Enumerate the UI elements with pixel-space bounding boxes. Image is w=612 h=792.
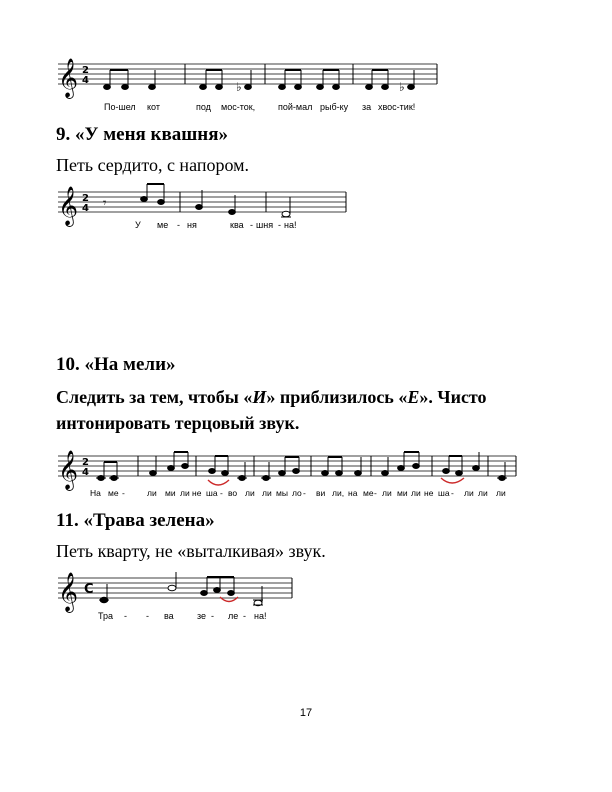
svg-text:рыб-ку: рыб-ку — [320, 102, 349, 112]
svg-text:ме: ме — [363, 488, 374, 498]
svg-text:ли: ли — [496, 488, 506, 498]
svg-text:-: - — [211, 611, 214, 621]
svg-text:-: - — [303, 488, 306, 498]
svg-text:-: - — [451, 488, 454, 498]
svg-text:ме: ме — [108, 488, 119, 498]
svg-text:не: не — [424, 488, 434, 498]
svg-text:-: - — [124, 611, 127, 621]
time-signature-top: 2 — [82, 65, 89, 76]
song-11-instruction: Петь кварту, не «выталкивая» звук. — [56, 541, 326, 561]
treble-clef-icon: 𝄞 — [58, 450, 79, 490]
treble-clef-icon: 𝄞 — [58, 572, 79, 612]
svg-text:ли: ли — [411, 488, 421, 498]
svg-text:за: за — [362, 102, 372, 112]
svg-text:ква: ква — [230, 220, 244, 230]
song-10-title: 10. «На мели» — [56, 354, 176, 375]
svg-text:ва: ва — [164, 611, 174, 621]
svg-text:♭: ♭ — [236, 80, 242, 94]
svg-text:ли: ли — [464, 488, 474, 498]
svg-text:ша: ша — [438, 488, 450, 498]
svg-text:на: на — [348, 488, 358, 498]
svg-text:ме: ме — [157, 220, 169, 230]
svg-text:кот: кот — [147, 102, 160, 112]
svg-text:ша: ша — [206, 488, 218, 498]
svg-text:Тра: Тра — [98, 611, 114, 621]
time-signature-top: 2 — [82, 193, 89, 204]
svg-text:ли: ли — [382, 488, 392, 498]
svg-text:-: - — [177, 220, 180, 230]
svg-text:♭: ♭ — [399, 80, 405, 94]
svg-text:-: - — [278, 220, 281, 230]
svg-text:пой-мал: пой-мал — [278, 102, 313, 112]
svg-text:мы: мы — [276, 488, 288, 498]
svg-text:шня: шня — [256, 220, 274, 230]
svg-text:хвос-тик!: хвос-тик! — [378, 102, 416, 112]
svg-text:-: - — [250, 220, 253, 230]
svg-text:-: - — [374, 488, 377, 498]
treble-clef-icon: 𝄞 — [58, 186, 79, 226]
svg-text:ми: ми — [397, 488, 408, 498]
svg-text:ле: ле — [228, 611, 239, 621]
svg-text:По-шел: По-шел — [104, 102, 136, 112]
time-signature-common: C — [84, 582, 94, 597]
svg-text:-: - — [122, 488, 125, 498]
lyrics-song-11 — [98, 611, 266, 621]
time-signature-bottom: 4 — [82, 75, 89, 86]
time-signature-bottom: 4 — [82, 203, 89, 214]
page-number: 17 — [299, 707, 313, 719]
eighth-rest-icon: 𝄾 — [103, 196, 107, 211]
song-10-instruction-line-1: Следить за тем, чтобы «И» приблизилось «Е». Чисто — [56, 387, 487, 407]
svg-text:ми: ми — [165, 488, 176, 498]
svg-text:-: - — [220, 488, 223, 498]
svg-text:ня: ня — [187, 220, 197, 230]
svg-text:на!: на! — [254, 611, 267, 621]
svg-text:ло: ло — [292, 488, 302, 498]
svg-text:ли: ли — [180, 488, 190, 498]
time-signature-bottom: 4 — [82, 467, 89, 478]
song-9-title: 9. «У меня квашня» — [56, 124, 229, 145]
time-signature-top: 2 — [82, 457, 89, 468]
song-11-title: 11. «Трава зелена» — [56, 510, 215, 531]
song-10-instruction-line-2: интонировать терцовый звук. — [56, 413, 300, 433]
svg-text:ли: ли — [245, 488, 255, 498]
svg-text:-: - — [146, 611, 149, 621]
svg-text:У: У — [135, 220, 141, 230]
treble-clef-icon: 𝄞 — [58, 58, 79, 98]
svg-text:под: под — [196, 102, 211, 112]
svg-text:ли: ли — [478, 488, 488, 498]
svg-text:мос-ток,: мос-ток, — [221, 102, 256, 112]
svg-text:-: - — [243, 611, 246, 621]
svg-text:во: во — [228, 488, 238, 498]
svg-text:ви: ви — [316, 488, 326, 498]
svg-text:зе: зе — [197, 611, 207, 621]
song-9-instruction: Петь сердито, с напором. — [56, 155, 249, 175]
svg-text:не: не — [192, 488, 202, 498]
svg-text:ли,: ли, — [332, 488, 345, 498]
svg-text:ли: ли — [147, 488, 157, 498]
notes-song-11 — [99, 572, 263, 606]
svg-text:на!: на! — [284, 220, 297, 230]
svg-text:На: На — [90, 488, 101, 498]
svg-text:ли: ли — [262, 488, 272, 498]
